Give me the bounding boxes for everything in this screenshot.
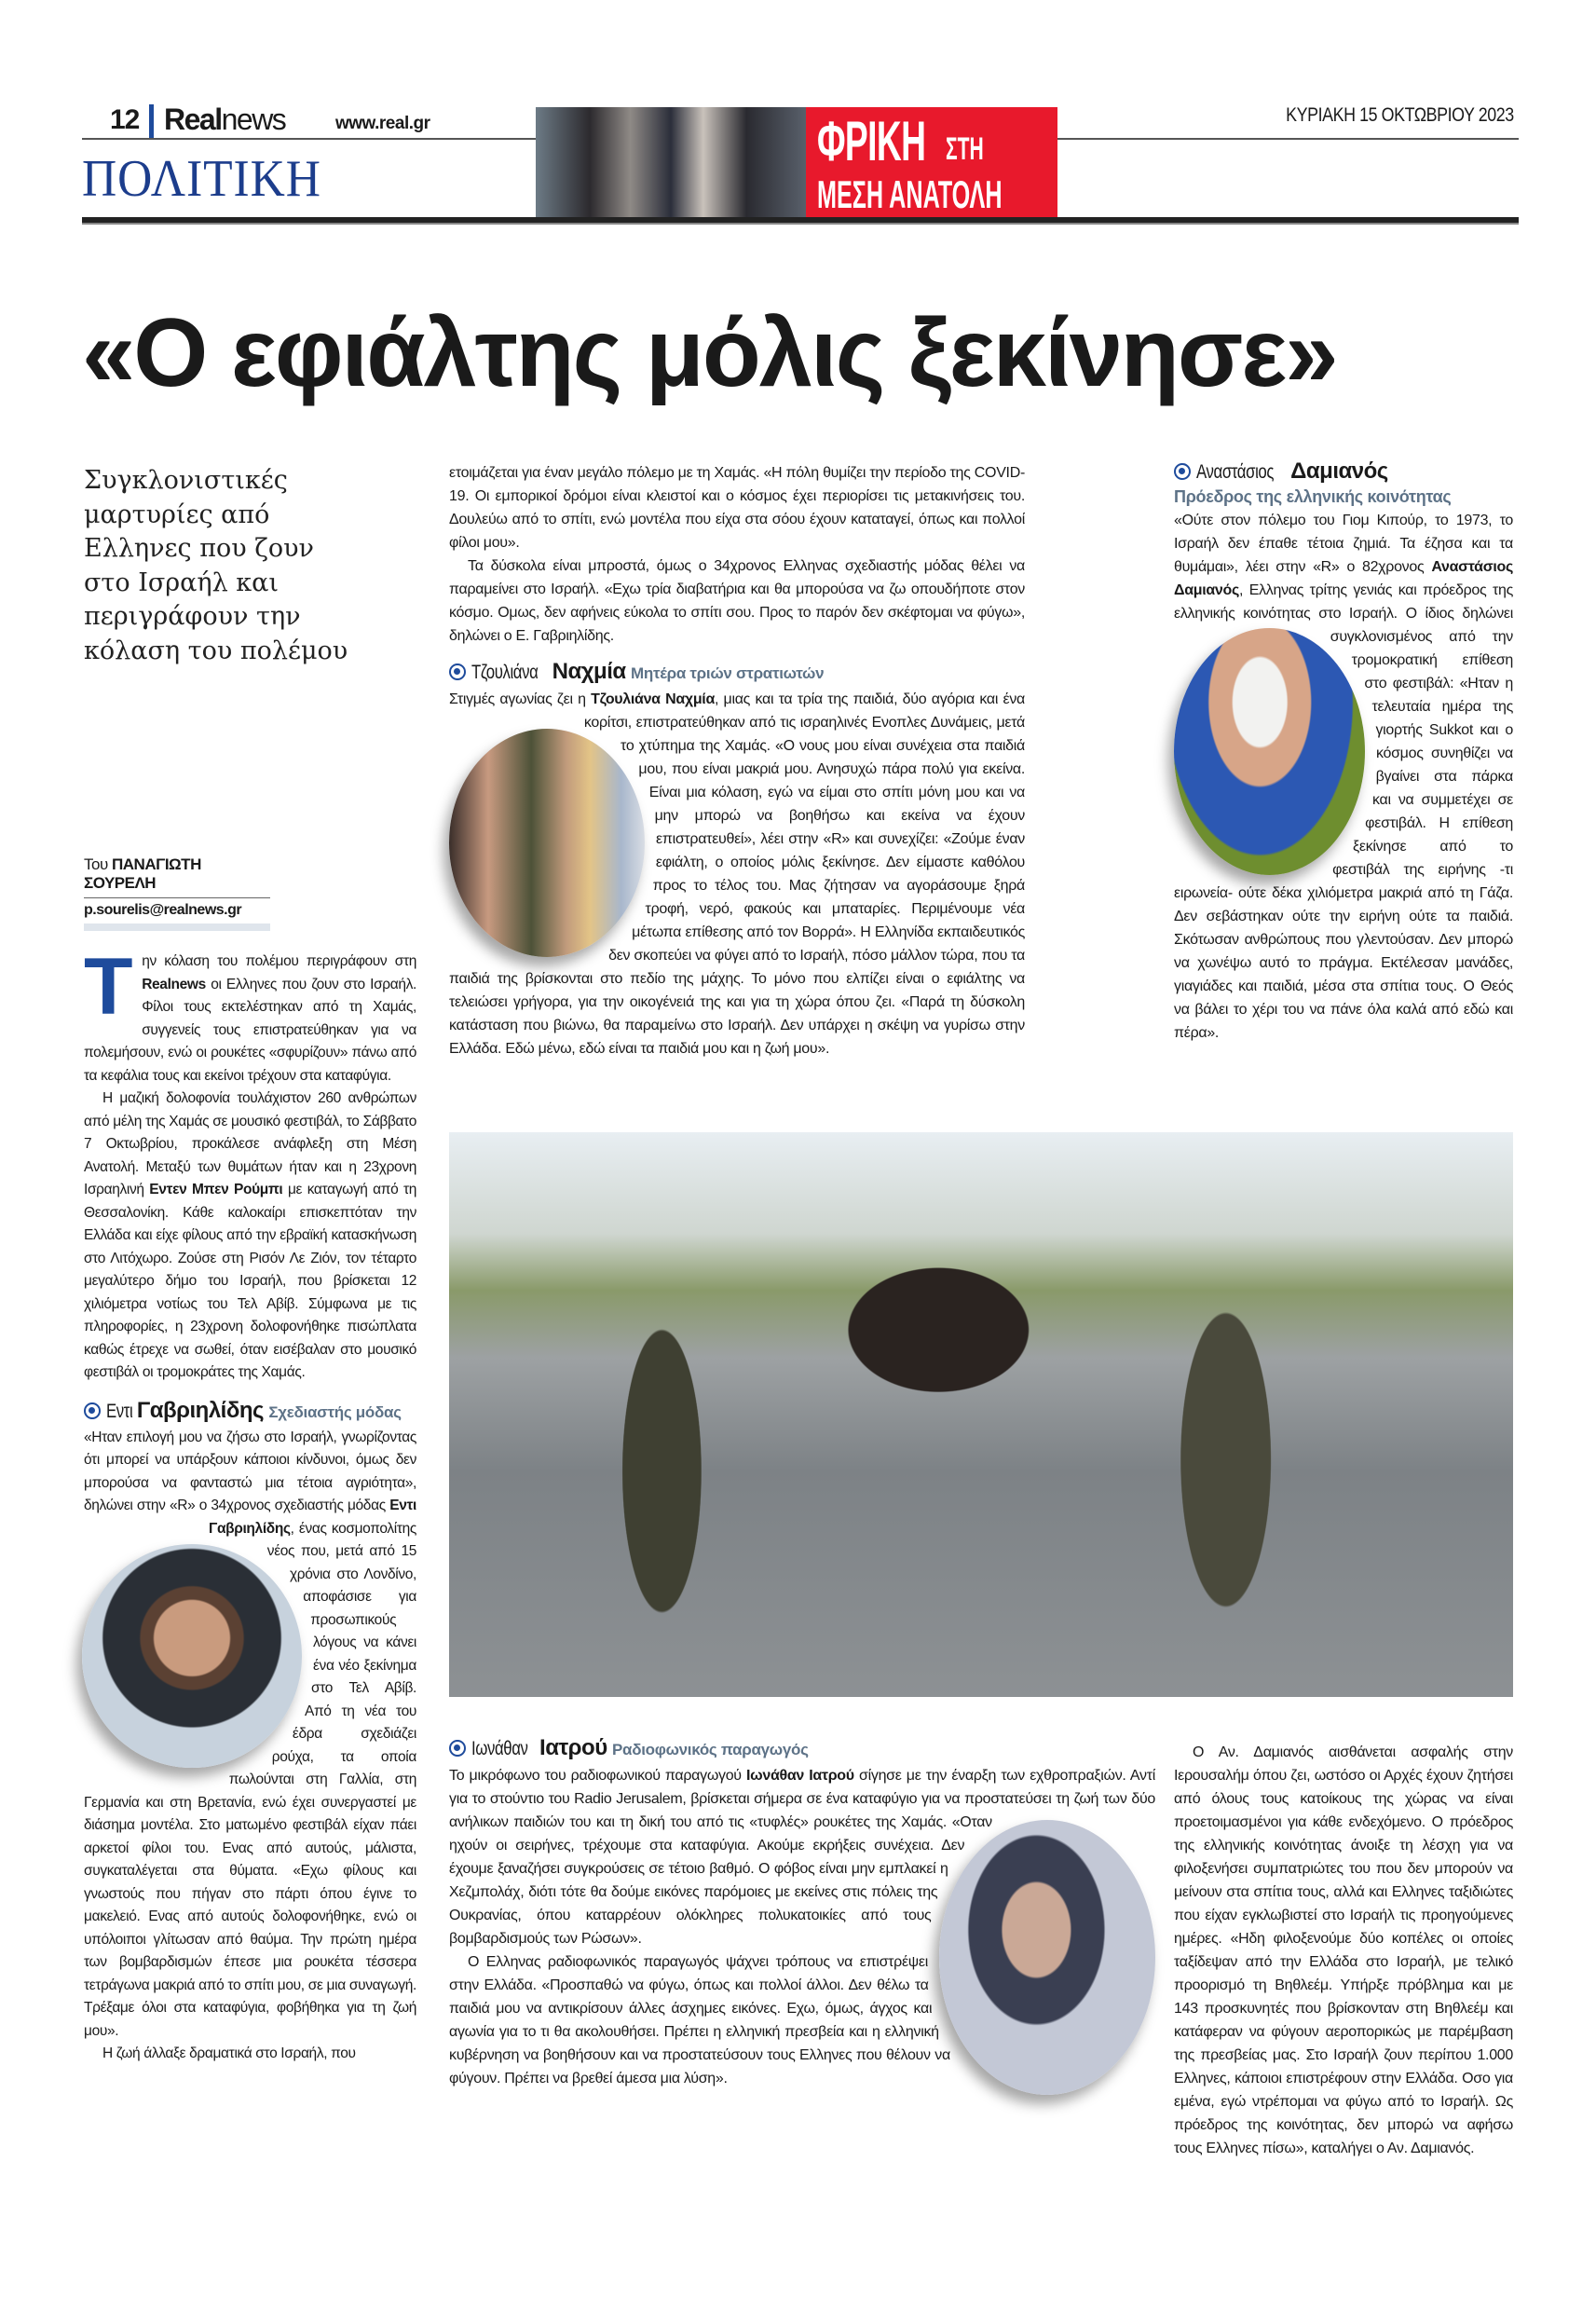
bold-name: Αναστάσιος Δαμιανός — [1174, 559, 1513, 598]
text-run: ην κόλαση του πολέμου περιγράφουν στη — [142, 953, 416, 969]
byline-name: ΠΑΝΑΓΙΩΤΗ ΣΟΥΡΕΛΗ — [84, 855, 201, 892]
target-bullet-icon — [1174, 463, 1191, 480]
text-run: «Ούτε στον πόλεμο του Γιομ Κιπούρ, το 1973, το Ισραήλ δεν έπαθε τέτοια ζημιά. Τα έζησα και τα θυμάμαι», λέει στην «R» ο 82χρονος — [1174, 513, 1513, 575]
byline-bar — [84, 923, 270, 931]
byline-rule — [84, 897, 270, 898]
paragraph: Ο Αν. Δαμιανός αισθάνεται ασφαλής στην Ιερουσαλήμ όπου ζει, ωστόσο οι Αρχές έχουν ζητήσει από όλους τους κατοίκους της χώρας να είναι προετοιμασμένοι για κάθε ενδεχόμενο. Ο πρόεδρος της ελληνικής κοινότητας άνοιξε τη λέσχη για να φιλοξενήσει συμπατριώτες του που δεν μπορούν να μείνουν στα σπίτια τους, αλλά και Ελληνες ταξιδιώτες που είχαν εγκλωβιστεί στο Ισραήλ τις προηγούμενες ημέρες. «Ηδη φιλοξενούμε δύο κοπέλες οι οποίες ταξίδεψαν από την Ελλάδα στο Ισραήλ, με τελικό προορισμό τη Βηθλεέμ. Υπήρξε πρόβλημα και με 143 προσκυνητές που βρίσκονταν στη Βηθλεέμ και κατάφεραν να φύγουν αεροπορικώς με παρέμβαση της πρεσβείας μας. Στο Ισραήλ ζουν περίπου 1.000 Ελληνες, κάποιοι επιστρέφουν στην Ελλάδα. Οσο για εμένα, εγώ ντρέπομαι να φύγω από το Ισραήλ. Ως πρόεδρος της κοινότητας, δεν μπορώ να αφήσω τους Ελληνες πίσω», καταλήγει ο Αν. Δαμιανός. — [1174, 1744, 1513, 2156]
section-title: ΠΟΛΙΤΙΚΗ — [82, 150, 321, 208]
paragraph — [1174, 509, 1513, 1045]
profile-heading-nachmia — [449, 659, 1025, 687]
bold-name: Ιωνάθαν Ιατρού — [745, 1768, 854, 1784]
profile-first-name: Ιωνάθαν — [471, 1738, 528, 1759]
issue-date: ΚΥΡΙΑΚΗ 15 ΟΚΤΩΒΡΙΟΥ 2023 — [1286, 104, 1514, 126]
target-bullet-icon — [449, 664, 466, 680]
text-run: σίγησε με την έναρξη των εχθροπραξιών. Αντί για το στούντιο του Radio Jerusalem, βρίσκεται σήμερα σε ένα καταφύγιο για να προστατεύσει τη ζωή των δύο ανήλικων παιδιών του και τη δική του από τις «τυφλές» ρουκέτες της Χαμάς. «Οταν ηχούν οι σειρήνες, τρέχουμε στα καταφύγια. Ακούμε εκρήξεις συνέχεια. Δεν έχουμε ξαναζήσει συγκρούσεις σε τέτοιο βαθμό. Ο φόβος είναι μην εμπλακεί η Χεζμπολάχ, διότι τότε θα δούμε εικόνες παρόμοιες με εκείνες στις πόλεις της Ουκρανίας, όπου καταρρέουν ολόκληρες πολυκατοικίες από τους βομβαρδισμούς των Ρώσων». — [449, 1768, 1155, 1947]
header-rule-right — [1057, 138, 1519, 140]
text-run: , Ελληνας τρίτης γενιάς και πρόεδρος της ελληνικής κοινότητας στο Ισραήλ. Ο ίδιος δηλώνει συγκλονισμένος από την τρομοκρατική επίθεση στο φεστιβάλ: «Ηταν η τελευταία ημέρα της γιορτής Sukkot και ο κόσμος συνηθίζει να βγαίνει στα πάρκα και να συμμετέχει σε φεστιβάλ. Η επίθεση ξεκίνησε από το φεστιβάλ της ειρήνης -τι ειρωνεία- ούτε δέκα χιλιόμετρα μακριά από τη Γάζα. Δεν σεβάστηκαν ούτε την ειρήνη ούτε τα παιδιά. Σκότωσαν ανθρώπους που γλεντούσαν. Δεν μπορώ να χωνέψω αυτό το πράγμα. Εκτέλεσαν μανάδες, γιαγιάδες και παιδιά, μέσα στα σπίτια τους. Ο Θεός να βάλει το χέρι του να πάνε όλα καλά από εδώ και πέρα». — [1174, 582, 1513, 1041]
middle-column-bottom — [449, 1733, 1155, 2100]
banner-line1: ΦΡΙΚΗ — [817, 110, 926, 172]
text-run: Το μικρόφωνο του ραδιοφωνικού παραγωγού — [449, 1768, 746, 1784]
drop-cap: Τ — [84, 942, 133, 1032]
paragraph — [84, 1427, 416, 2044]
bold-name: Τζουλιάνα Ναχμία — [591, 691, 715, 707]
profile-heading-iatrou — [449, 1735, 1155, 1763]
byline-email[interactable]: p.sourelis@realnews.gr — [84, 902, 242, 918]
header-photo-crowd — [536, 107, 806, 219]
profile-heading-damianos — [1174, 458, 1513, 508]
lead-paragraph — [84, 942, 416, 1088]
text-run: Η μαζική δολοφονία τουλάχιστον 260 ανθρώπων από μέλη της Χαμάς σε μουσικό φεστιβάλ, το Σάββατο 7 Οκτωβρίου, προκάλεσε ανάφλεξη στη Μέση Ανατολή. Μεταξύ των θυμάτων ήταν και η 23χρονη Ισραηλινή — [84, 1090, 416, 1197]
profile-first-name: Αναστάσιος — [1196, 461, 1275, 483]
bold-name: Realnews — [142, 976, 206, 992]
banner-line1-small: ΣΤΗ — [946, 131, 984, 167]
middle-column-top — [449, 461, 1025, 1060]
profile-heading-gavrilidis — [84, 1398, 416, 1426]
paragraph: Τα δύσκολα είναι μπροστά, όμως ο 34χρονος Ελληνας σχεδιαστής μόδας θέλει να παραμείνει στο Ισραήλ. «Εχω τρία διαβατήρια και θα μπορούσα να ζω οπουδήποτε στον κόσμο. Ομως, δεν αφήνεις εύκολα το σπίτι σου. Προς το παρόν δεν σκέφτομαι να φύγω», δηλώνει ο Ε. Γαβριηλίδης. — [449, 558, 1025, 644]
profile-last-name: Δαμιανός — [1290, 458, 1388, 484]
profile-role: Σχεδιαστής μόδας — [268, 1402, 402, 1421]
banner-line2: ΜΕΣΗ ΑΝΑΤΟΛΗ — [817, 172, 1003, 216]
target-bullet-icon — [84, 1402, 101, 1419]
paragraph — [449, 688, 1025, 1060]
bold-name: Εντι Γαβριηλίδης — [208, 1498, 416, 1537]
header-thick-rule — [82, 217, 1519, 225]
paragraph — [449, 1764, 1155, 1950]
right-column-bottom — [1174, 1741, 1513, 2160]
profile-role: Πρόεδρος της ελληνικής κοινότητας — [1174, 487, 1452, 506]
profile-role: Μητέρα τριών στρατιωτών — [631, 664, 825, 682]
paragraph: Η ζωή άλλαξε δραματικά στο Ισραήλ, που — [102, 2045, 356, 2061]
profile-first-name: Τζουλιάνα — [471, 662, 539, 683]
profile-role: Ραδιοφωνικός παραγωγός — [612, 1741, 809, 1758]
byline — [84, 855, 270, 931]
brand-light: news — [221, 103, 286, 136]
profile-last-name: Γαβριηλίδης — [136, 1397, 265, 1423]
profile-last-name: Ναχμία — [552, 659, 626, 684]
paragraph: ετοιμάζεται για έναν μεγάλο πόλεμο με τη Χαμάς. «Η πόλη θυμίζει την περίοδο της COVID-19. Οι εμπορικοί δρόμοι είναι κλειστοί και ο κόσμος έχει περιορίσει τις μετακινήσεις του. Δουλεύω από το σπίτι, ενώ μοντέλα που είχα στα σόου έχουν καταταγεί, όπως και πολλοί φίλοι μου». — [449, 465, 1025, 551]
brand-logo — [164, 103, 285, 137]
bold-name: Εντεν Μπεν Ρούμπι — [149, 1182, 283, 1197]
intro-deck: Συγκλονιστικές μαρτυρίες από Ελληνες που ζουν στο Ισραήλ και περιγράφουν την κόλαση του πολέμου — [84, 466, 348, 665]
text-run: «Ηταν επιλογή μου να ζήσω στο Ισραήλ, γνωρίζοντας ότι μπορεί να υπάρξουν κάποιοι κίνδυνοι, όμως δεν μπορούσα να φανταστώ μια τέτοια αγριότητα», δηλώνει στην «R» ο 34χρονος σχεδιαστής μόδας — [84, 1429, 416, 1513]
target-bullet-icon — [449, 1740, 466, 1757]
text-run: οι Ελληνες που ζουν στο Ισραήλ. Φίλοι τους εκτελέστηκαν από τη Χαμάς, συγγενείς τους επιστρατεύθηκαν για να πολεμήσουν, ενώ οι ρουκέτες «σφυρίζουν» πάνω από τα κεφάλια τους και εκείνοι τρέχουν στα καταφύγια. — [84, 976, 416, 1084]
text-run: , μιας και τα τρία της παιδιά, δύο αγόρια και ένα κορίτσι, επιστρατεύθηκαν από τις ισραηλινές Ενοπλες Δυνάμεις, μετά το χτύπημα της Χαμάς. «Ο νους μου είναι συνέχεια στα παιδιά μου, που είναι μακριά μου. Ανησυχώ πάρα πολύ για εκείνα. Είναι μια κόλαση, εγώ να είμαι στο σπίτι μόνη μου και να μην μπορώ να βοηθήσω και εκείνα να έχουν επιστρατευθεί», λέει στην «R» και συνεχίζει: «Ζούμε έναν εφιάλτη, ο οποίος μόλις ξεκίνησε. Δεν είμαστε καθόλου προς το τέλος του. Μας ζήτησαν να αγοράσουμε ξηρά τροφή, νερό, φακούς και μπαταρίες. Περιμένουμε νέα μέτωπα επίθεσης από τον Βορρά». Η Ελληνίδα εκπαιδευτικός δεν σκοπεύει να φύγει από το Ισραήλ, πόσο μάλλον τώρα, που τα παιδιά της βρίσκονται στο πεδίο της μάχης. Το μόνο που ελπίζει είναι ο εφιάλτης να τελειώσει γρήγορα, για την οικογένειά της και για τη χώρα όπου ζει. «Παρά τη δύσκολη κατάσταση που βιώνω, θα παραμείνω στο Ισραήλ. Δεν υπάρχει η σκέψη να γυρίσω στην Ελλάδα. Εδώ μένω, εδώ είναι τα παιδιά μου και η ζωή μου». — [449, 691, 1025, 1057]
profile-last-name: Ιατρού — [539, 1735, 607, 1760]
text-run: με καταγωγή από τη Θεσσαλονίκη. Κάθε καλοκαίρι επισκεπτόταν την Ελλάδα και είχε φίλους από την εβραϊκή κατασκήνωση στο Λιτόχωρο. Ζούσε στη Ρισόν Λε Ζιόν, τον τέταρτο μεγαλύτερο δήμο του Ισραήλ, που βρίσκεται 12 χιλιόμετρα νοτίως του Τελ Αβίβ. Σύμφωνα με τις πληροφορίες, η 23χρονη δολοφονήθηκε πισώπλατα καθώς έτρεχε να σωθεί, όταν εισέβαλαν στο μουσικό φεστιβάλ οι τρομοκράτες της Χαμάς. — [84, 1182, 416, 1380]
topic-banner — [806, 107, 1057, 219]
paragraph — [84, 1088, 416, 1385]
left-column — [84, 942, 416, 2066]
paragraph: Ο Ελληνας ραδιοφωνικός παραγωγός ψάχνει τρόπους να επιστρέψει στην Ελλάδα. «Προσπαθώ να φύγω, όπως και πολλοί άλλοι. Δεν θέλω τα παιδιά μου να αντικρίσουν άλλες άσχημες εικόνες. Εχω, όμως, άγχος και αγωνία για το τι θα ακολουθήσει. Πρέπει η ελληνική πρεσβεία και η ελληνική κυβέρνηση να βοηθήσουν και να προστατεύσουν τους Ελληνες που θέλουν να φύγουν. Πρέπει να βρεθεί άμεσα μια λύση». — [449, 1954, 950, 2086]
site-url[interactable]: www.real.gr — [335, 114, 430, 133]
right-column-top — [1174, 457, 1513, 1045]
main-photo-soldiers — [449, 1132, 1513, 1697]
page-number: 12 — [110, 104, 140, 135]
text-run: , ένας κοσμοπολίτης νέος που, μετά από 15 χρόνια στο Λονδίνο, αποφάσισε για προσωπικούς λόγους να κάνει ένα νέο ξεκίνημα στο Τελ Αβίβ. Από τη νέα του έδρα σχεδιάζει ρούχα, τα οποία πωλούνται στη Γαλλία, στη Γερμανία και στη Βρετανία, ενώ έχει συνεργαστεί με διάσημα μοντέλα. Στο ματωμένο φεστιβάλ είχαν πάει αρκετοί φίλοι του. Ενας από αυτούς, μάλιστα, συγκαταλέγεται στα θύματα. «Εχω φίλους και γνωστούς που πήγαν στο πάρτι όπου έγινε το μακελειό. Ενας από αυτούς δολοφονήθηκε, ενώ οι υπόλοιποι γλίτωσαν από θαύμα. Την πρώτη ημέρα των βομβαρδισμών έπεσε μια ρουκέτα τέσσερα τετράγωνα μακριά από το σπίτι μου, σε μια συναγωγή. Τρέξαμε όλοι στα καταφύγια, φοβήθηκα για τη ζωή μου». — [84, 1520, 416, 2039]
brand-bold: Real — [164, 103, 222, 136]
profile-first-name: Εντι — [106, 1400, 133, 1422]
headline: «Ο εφιάλτης μόλις ξεκίνησε» — [82, 299, 1337, 407]
header-divider — [149, 104, 154, 140]
byline-prefix: Του — [84, 855, 112, 873]
text-run: Στιγμές αγωνίας ζει η — [449, 691, 592, 707]
header-rule-left — [82, 138, 536, 140]
